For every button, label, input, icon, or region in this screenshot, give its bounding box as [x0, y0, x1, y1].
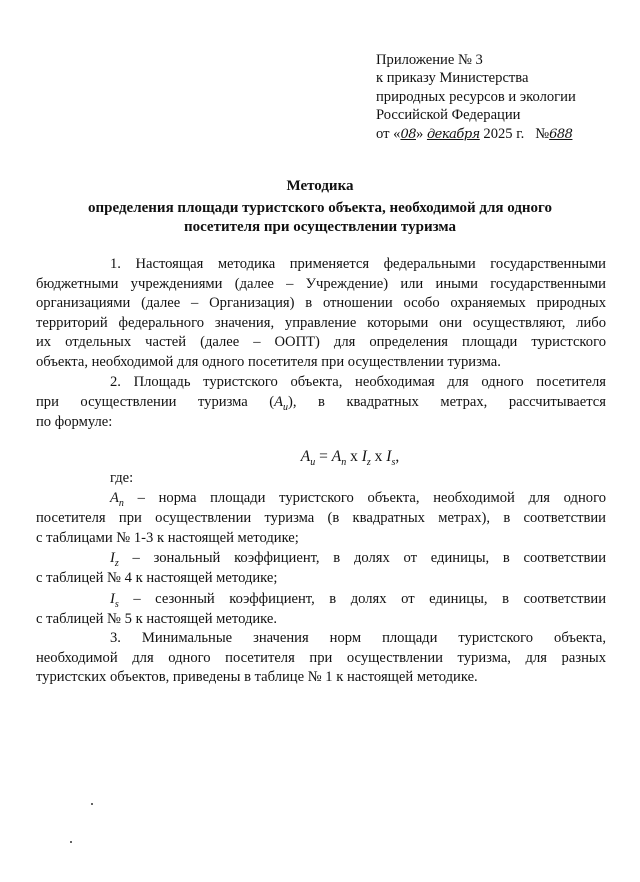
def-iz-line2: с таблицей № 4 к настоящей методике; [36, 570, 278, 586]
var-an: $A_n$ [110, 490, 124, 509]
order-number-handwritten: 688 [549, 126, 573, 142]
date-prefix: от « [376, 125, 401, 142]
formula: $A_u = A_n$ x $I_z$ x $I_s$, [300, 448, 400, 469]
header-line-ministry: природных ресурсов и экологии [376, 88, 576, 105]
date-month-handwritten: декабря [426, 126, 480, 142]
para2-line3: по формуле: [36, 414, 113, 430]
def-is-line1: $I_s$ – сезонный коэффициент, в долях от единицы, в соответствии [110, 591, 606, 610]
var-iz: $I_z$ [110, 550, 119, 569]
para1-line5: их отдельных частей (далее – ООПТ) для определения площади туристского [36, 334, 606, 350]
para2-line1: 2. Площадь туристского объекта, необходимая для одного посетителя [110, 374, 606, 390]
header-line-appendix: Приложение № 3 [376, 52, 483, 68]
date-day-handwritten: 08 [400, 126, 416, 142]
approval-header [376, 51, 616, 144]
para1-line4: территорий федерального значения, управление которыми они осуществляют, либо [36, 315, 606, 331]
scan-speck [70, 841, 72, 843]
number-prefix: № [535, 125, 550, 142]
doc-subtitle-line2: посетителя при осуществлении туризма [183, 219, 457, 235]
def-an-line2: посетителя при осуществлении туризма (в квадратных метрах), в соответствии [36, 510, 606, 526]
para1-line1: 1. Настоящая методика применяется федеральными государственными [110, 256, 606, 272]
doc-title: Методика [286, 178, 354, 194]
para3-line1: 3. Минимальные значения норм площади туристского объекта, [110, 630, 606, 646]
def-is-line2: с таблицей № 5 к настоящей методике. [36, 611, 278, 627]
para3-line3: туристских объектов, приведены в таблице № 1 к настоящей методике. [36, 669, 478, 685]
def-an-line3: с таблицами № 1-3 к настоящей методике; [36, 530, 299, 546]
header-date-line [376, 125, 616, 144]
para1-line3: организациями (далее – Организация) в отношении особо охраняемых природных [36, 295, 606, 311]
header-line-order: к приказу Министерства [376, 70, 529, 87]
doc-subtitle-line1: определения площади туристского объекта, необходимой для одного [88, 200, 552, 216]
para1-line2: бюджетными учреждениями (далее – Учреждение) или иными государственными [36, 276, 606, 292]
para2-line2: при осуществлении туризма $(A_u)$, в квадратных метрах, рассчитывается [36, 394, 607, 413]
def-iz-line1: $I_z$ – зональный коэффициент, в долях от единицы, в соответствии [110, 550, 606, 569]
scan-speck [91, 803, 93, 805]
def-an-line1: $A_n$ – норма площади туристского объекта, необходимой для одного [110, 490, 606, 509]
para3-line2: необходимой для одного посетителя при осуществлении туризма, для разных [36, 650, 606, 666]
header-line-federation: Российской Федерации [376, 107, 521, 124]
date-year: 2025 г. [479, 125, 525, 142]
para1-line6: объекта, необходимой для одного посетителя при осуществлении туризма. [36, 354, 501, 370]
date-mid: » [415, 125, 427, 142]
where-label: где: [110, 470, 134, 486]
var-is: $I_s$ [110, 591, 119, 610]
var-au: $A_u$ [274, 394, 289, 413]
